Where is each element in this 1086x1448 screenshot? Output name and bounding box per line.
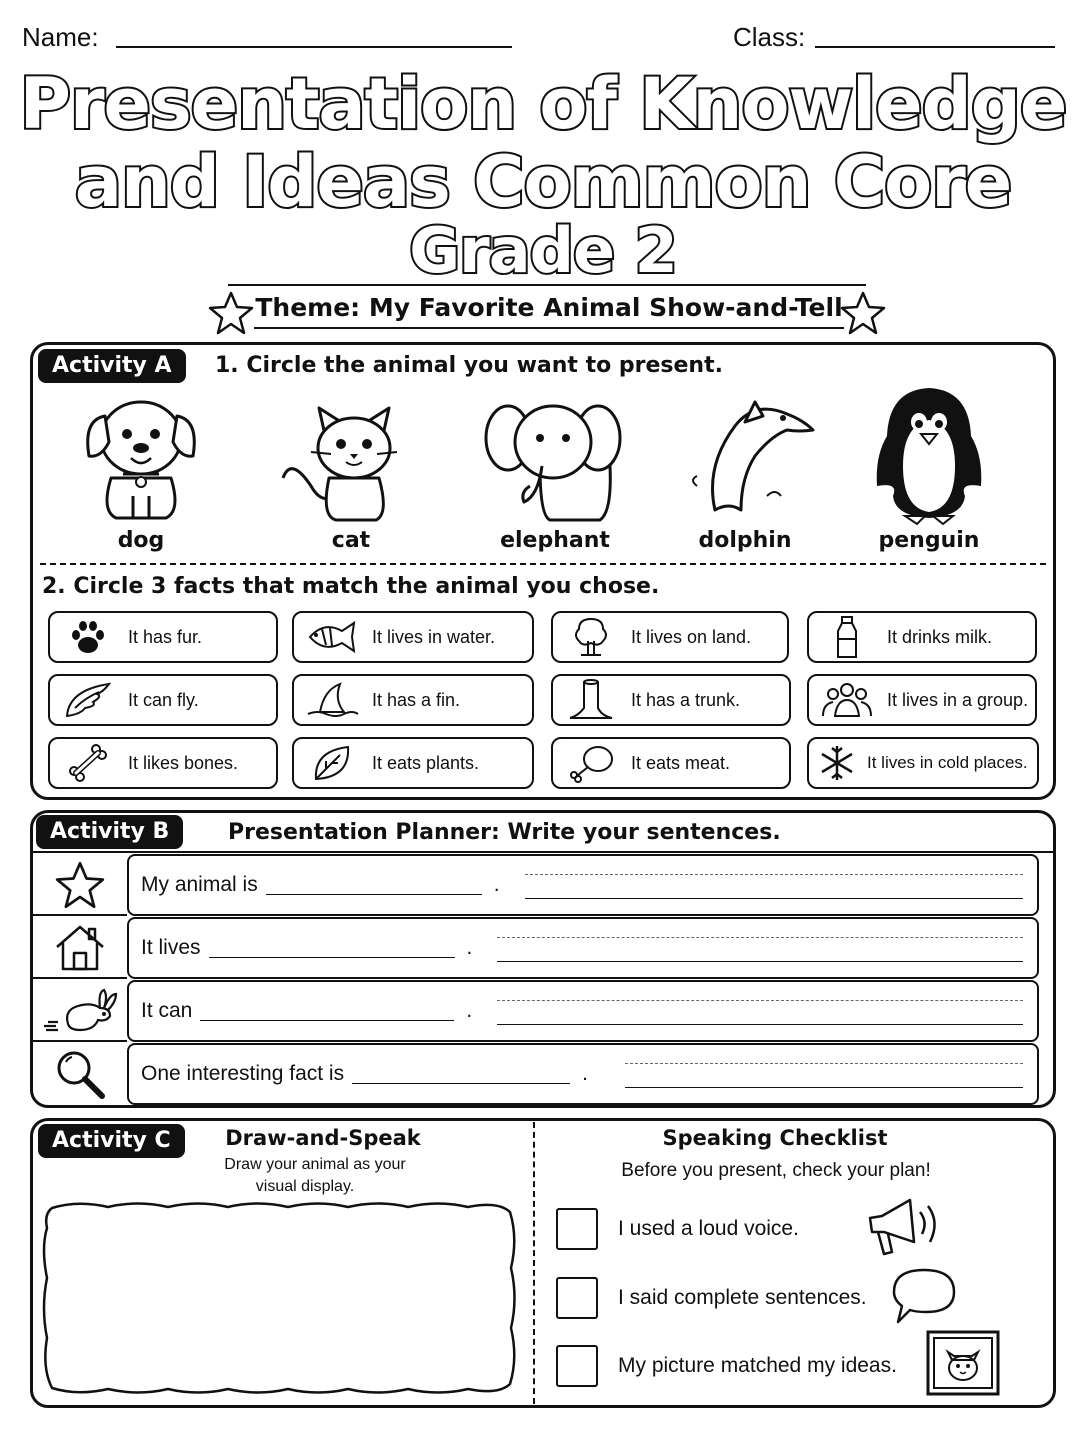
planner-prompt: One interesting fact is	[141, 1062, 345, 1085]
title-line-1: Presentation of Knowledge	[19, 63, 1067, 145]
framed-picture-icon	[926, 1330, 1000, 1396]
writing-guide	[497, 1000, 1023, 1001]
checklist-checkbox[interactable]	[556, 1208, 598, 1250]
activity-a-divider	[40, 563, 1046, 565]
fact-option[interactable]	[551, 674, 791, 726]
answer-blank[interactable]	[209, 938, 455, 958]
period: .	[466, 999, 473, 1022]
theme-title: Theme: My Favorite Animal Show-and-Tell	[255, 293, 843, 322]
fact-option[interactable]	[807, 674, 1037, 726]
writing-guide	[625, 1063, 1023, 1064]
animal-label: dolphin	[698, 528, 792, 553]
animal-option-cat[interactable]	[276, 386, 426, 553]
writing-guide	[525, 874, 1023, 875]
dog-icon	[71, 386, 211, 526]
activity-c-divider	[533, 1122, 535, 1404]
meat-icon	[566, 743, 616, 783]
title-underline	[228, 284, 866, 286]
activity-c-tag: Activity C	[38, 1124, 185, 1158]
fact-option[interactable]	[292, 674, 534, 726]
writing-line[interactable]	[525, 898, 1023, 899]
fact-option[interactable]	[551, 737, 791, 789]
penguin-icon	[859, 386, 999, 526]
answer-blank[interactable]	[200, 1001, 454, 1021]
draw-subtitle-1: Draw your animal as your	[224, 1156, 406, 1173]
writing-guide	[497, 937, 1023, 938]
name-field[interactable]	[116, 46, 512, 48]
planner-row	[33, 980, 1039, 1042]
answer-blank[interactable]	[352, 1064, 570, 1084]
checklist-text: I used a loud voice.	[618, 1217, 799, 1240]
title-line-2: and Ideas Common Core	[74, 141, 1012, 223]
animal-option-penguin[interactable]	[854, 386, 1004, 553]
name-label: Name:	[22, 22, 99, 52]
activity-b-tag: Activity B	[36, 815, 183, 849]
fin-icon	[304, 680, 360, 720]
checklist-item	[556, 1343, 897, 1389]
checklist-text: My picture matched my ideas.	[618, 1354, 897, 1377]
leaf-icon	[310, 743, 354, 783]
checklist-title: Speaking Checklist	[662, 1126, 888, 1150]
wing-icon	[63, 680, 113, 720]
fact-option[interactable]	[807, 737, 1039, 789]
fact-text: It drinks milk.	[887, 626, 993, 647]
fact-option[interactable]	[48, 737, 278, 789]
writing-line[interactable]	[625, 1087, 1023, 1088]
fact-text: It can fly.	[128, 689, 199, 710]
house-icon	[53, 923, 107, 973]
fact-option[interactable]	[551, 611, 789, 663]
theme-underline	[254, 327, 844, 329]
checklist-item	[556, 1206, 799, 1252]
planner-prompt: It lives	[141, 936, 201, 959]
animal-label: penguin	[878, 528, 980, 553]
dolphin-icon	[675, 386, 815, 526]
animal-option-dolphin[interactable]	[670, 386, 820, 553]
fact-text: It lives in water.	[372, 626, 496, 647]
checklist-text: I said complete sentences.	[618, 1286, 867, 1309]
fact-text: It likes bones.	[128, 752, 239, 773]
elephant-icon	[480, 386, 630, 526]
star-icon	[208, 291, 254, 335]
tree-icon	[571, 615, 611, 659]
planner-row	[33, 854, 1039, 916]
fact-option[interactable]	[292, 611, 534, 663]
period: .	[493, 873, 500, 896]
paw-icon	[68, 617, 108, 657]
answer-blank[interactable]	[266, 875, 482, 895]
class-label: Class:	[733, 22, 806, 52]
writing-line[interactable]	[497, 961, 1023, 962]
bone-icon	[66, 743, 110, 783]
planner-row-divider	[33, 914, 127, 916]
checklist-checkbox[interactable]	[556, 1277, 598, 1319]
activity-a-instruction-2: 2. Circle 3 facts that match the animal you chose.	[42, 574, 660, 599]
checklist-subtitle: Before you present, check your plan!	[621, 1160, 931, 1181]
fact-option[interactable]	[48, 674, 278, 726]
fish-icon	[304, 617, 360, 657]
drawing-area[interactable]	[38, 1198, 520, 1398]
trunk-icon	[566, 678, 616, 722]
animal-label: dog	[117, 528, 165, 553]
planner-prompt: It can	[141, 999, 193, 1022]
title-line-3: Grade 2	[409, 214, 677, 287]
activity-b-instruction: Presentation Planner: Write your sentences.	[228, 820, 781, 845]
fact-option[interactable]	[807, 611, 1037, 663]
planner-prompt: My animal is	[141, 873, 258, 896]
fact-text: It eats plants.	[372, 752, 480, 773]
speech-bubble-icon	[890, 1266, 958, 1326]
activity-a-instruction-1: 1. Circle the animal you want to present.	[215, 353, 723, 378]
fact-text: It lives in cold places.	[867, 753, 1028, 772]
period: .	[582, 1062, 588, 1085]
fact-option[interactable]	[48, 611, 278, 663]
magnifier-icon	[54, 1048, 106, 1100]
animal-label: cat	[331, 528, 371, 553]
milk-icon	[832, 615, 862, 659]
animal-option-elephant[interactable]	[480, 386, 630, 553]
snowflake-icon	[817, 743, 857, 783]
fact-text: It has a fin.	[372, 689, 461, 710]
checklist-checkbox[interactable]	[556, 1345, 598, 1387]
planner-row-divider	[33, 1040, 127, 1042]
checklist-item	[556, 1275, 867, 1321]
fact-text: It lives on land.	[631, 626, 752, 647]
star-icon	[55, 861, 105, 909]
planner-row-divider	[33, 977, 127, 979]
activity-a-tag: Activity A	[38, 349, 186, 383]
planner-header-rule	[33, 851, 1053, 853]
writing-line[interactable]	[497, 1024, 1023, 1025]
planner-row	[33, 1043, 1039, 1105]
draw-subtitle-2: visual display.	[255, 1178, 355, 1195]
star-icon	[840, 291, 886, 335]
megaphone-icon	[864, 1192, 944, 1262]
fact-text: It has a trunk.	[631, 689, 741, 710]
fact-option[interactable]	[292, 737, 534, 789]
planner-row	[33, 917, 1039, 979]
animal-option-dog[interactable]	[66, 386, 216, 553]
cat-icon	[281, 386, 421, 526]
period: .	[466, 936, 473, 959]
animal-label: elephant	[500, 528, 610, 553]
class-field[interactable]	[815, 46, 1055, 48]
draw-title: Draw-and-Speak	[225, 1126, 421, 1150]
fact-text: It has fur.	[128, 626, 203, 647]
rabbit-icon	[40, 986, 120, 1036]
group-icon	[821, 680, 873, 720]
fact-text: It eats meat.	[631, 752, 731, 773]
fact-text: It lives in a group.	[887, 689, 1029, 710]
